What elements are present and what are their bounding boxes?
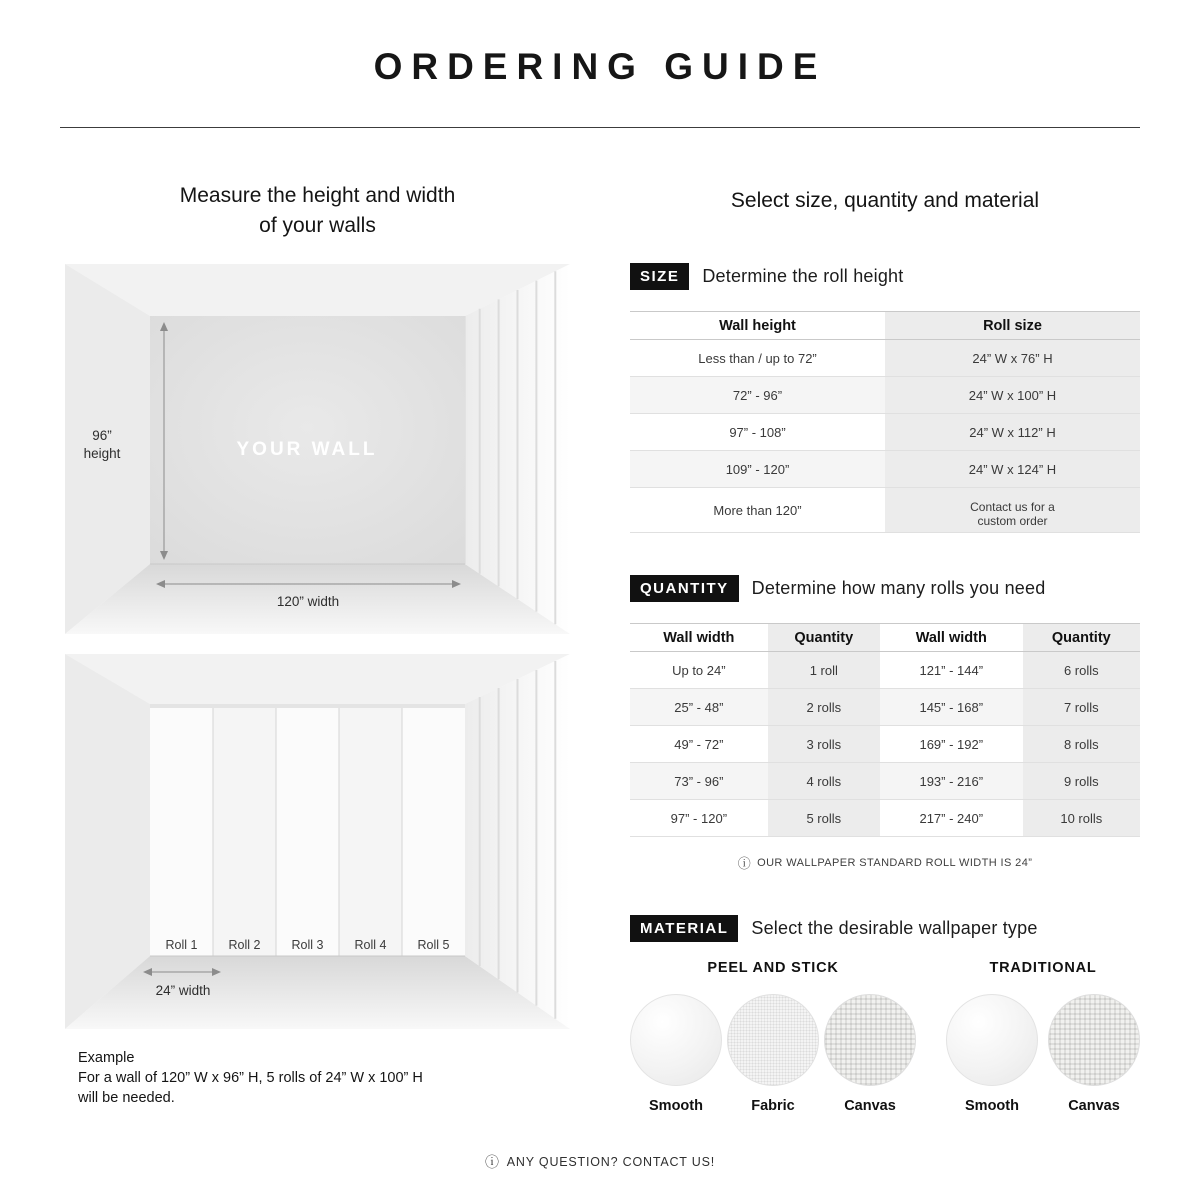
quantity-subtitle: Determine how many rolls you need [751, 578, 1046, 598]
size-table-row [630, 340, 1140, 377]
quantity-cell: 5 rolls [768, 800, 880, 836]
height-value-label: 96” [92, 428, 112, 443]
quantity-cell: 1 roll [768, 652, 880, 688]
quantity-cell: 7 rolls [1023, 689, 1140, 725]
smooth-texture-swatch [630, 994, 722, 1086]
quantity-section-head [630, 575, 1140, 602]
quantity-table [630, 623, 1140, 837]
your-wall-label: YOUR WALL [236, 439, 378, 460]
quantity-cell: 2 rolls [768, 689, 880, 725]
wall-width-cell: 73” - 96” [630, 763, 768, 799]
wall-width-cell: 49” - 72” [674, 736, 724, 752]
material-badge: MATERIAL [630, 915, 738, 942]
wall-height-cell: Less than / up to 72” [698, 350, 817, 366]
room2-svg [65, 654, 570, 1029]
width-value-label: 120” width [276, 594, 340, 609]
swatch-canvas [1048, 994, 1140, 1114]
quantity-table-row [630, 689, 1140, 726]
title-divider [60, 127, 1140, 128]
swatch-label: Canvas [1068, 1098, 1120, 1114]
quantity-cell: 4 rolls [768, 763, 880, 799]
swatch-canvas [824, 994, 916, 1114]
swatch-label: Canvas [844, 1098, 896, 1114]
roll-size-cell: 24” W x 76” H [885, 340, 1140, 376]
swatch-smooth [630, 994, 722, 1114]
roll-size-cell [885, 488, 1140, 532]
roll-1-label: Roll 1 [165, 938, 198, 952]
custom-order-text: Contact us for a custom order [970, 500, 1055, 528]
wall-width-cell: 97” - 120” [670, 810, 728, 826]
quantity-table-row [630, 726, 1140, 763]
room-illustration-rolls [65, 654, 570, 1034]
page-title: ORDERING GUIDE [373, 46, 827, 87]
roll-3-label: Roll 3 [291, 938, 324, 952]
wall-width-cell: 121” - 144” [919, 662, 984, 678]
roll-panel-2 [213, 708, 276, 956]
example-line2: will be needed. [78, 1090, 175, 1106]
material-group-title: TRADITIONAL [989, 960, 1097, 976]
size-badge: SIZE [630, 263, 689, 290]
info-icon: ⓘ [737, 856, 752, 871]
wall-height-cell: More than 120” [713, 502, 802, 518]
swatch-label: Fabric [751, 1098, 795, 1114]
material-group-peel-and-stick [630, 960, 916, 1114]
material-groups [630, 960, 1140, 1114]
quantity-cell: 10 rolls [1023, 800, 1140, 836]
material-subtitle: Select the desirable wallpaper type [751, 918, 1038, 938]
material-section [630, 915, 1140, 1114]
size-table-header [630, 312, 1140, 340]
material-section-head [630, 915, 1140, 942]
example-line1: For a wall of 120” W x 96” H, 5 rolls of 24” W x 100” H [78, 1070, 423, 1086]
wall-width-cell: 217” - 240” [919, 810, 984, 826]
smooth-texture-swatch [946, 994, 1038, 1086]
measure-walls-heading-line1: Measure the height and width [179, 184, 456, 207]
swatch-row [946, 994, 1140, 1114]
quantity-section [630, 575, 1140, 872]
quantity-cell: 9 rolls [1023, 763, 1140, 799]
size-section-head [630, 263, 1140, 290]
material-group-title: PEEL AND STICK [707, 960, 839, 976]
roll-width-label: 24” width [155, 983, 211, 998]
wall-width-cell: 169” - 192” [919, 736, 984, 752]
roll-5-label: Roll 5 [417, 938, 450, 952]
measure-walls-heading [65, 181, 570, 241]
quantity-table-header [630, 624, 1140, 652]
roll-4-label: Roll 4 [354, 938, 387, 952]
height-word-label: height [83, 446, 121, 461]
quantity-cell: 6 rolls [1023, 652, 1140, 688]
roll-width-note [630, 853, 1140, 872]
select-options-heading: Select size, quantity and material [730, 189, 1040, 212]
footer-contact-text: ANY QUESTION? CONTACT US! [506, 1155, 716, 1169]
wall-height-cell: 97” - 108” [729, 424, 786, 440]
example-text [78, 1048, 568, 1108]
swatch-row [630, 994, 916, 1114]
quantity-table-row [630, 800, 1140, 837]
quantity-cell: 3 rolls [768, 726, 880, 762]
size-table-row [630, 377, 1140, 414]
roll-size-cell: 24” W x 124” H [885, 451, 1140, 487]
column-header-quantity-2: Quantity [1023, 624, 1140, 651]
roll-size-cell: 24” W x 112” H [885, 414, 1140, 450]
material-group-traditional [946, 960, 1140, 1114]
wall-width-cell: 25” - 48” [630, 689, 768, 725]
roll-panels-surface [150, 708, 465, 956]
wall-width-cell: 145” - 168” [880, 689, 1023, 725]
size-subtitle: Determine the roll height [702, 266, 904, 286]
quantity-cell: 8 rolls [1023, 726, 1140, 762]
column-header-roll-size: Roll size [885, 312, 1140, 339]
info-icon: ⓘ [484, 1154, 500, 1170]
fabric-texture-swatch [727, 994, 819, 1086]
footer-contact [0, 1152, 1200, 1172]
measure-walls-heading-line2: of your walls [259, 214, 376, 237]
column-header-wall-width-1: Wall width [630, 624, 768, 651]
size-section [630, 263, 1140, 533]
roll-size-cell: 24” W x 100” H [885, 377, 1140, 413]
wall-width-cell: 193” - 216” [880, 763, 1023, 799]
quantity-table-row [630, 652, 1140, 689]
size-table-row [630, 488, 1140, 533]
swatch-fabric [727, 994, 819, 1114]
column-header-wall-width-2: Wall width [880, 624, 1023, 651]
canvas-texture-swatch [824, 994, 916, 1086]
canvas-texture-swatch [1048, 994, 1140, 1086]
column-header-wall-height: Wall height [630, 312, 885, 339]
wall-height-cell: 109” - 120” [630, 451, 885, 487]
roll-panel-4 [339, 708, 402, 956]
room1-svg [65, 264, 570, 634]
quantity-badge: QUANTITY [630, 575, 739, 602]
swatch-smooth [946, 994, 1038, 1114]
size-table-row [630, 451, 1140, 488]
swatch-label: Smooth [649, 1098, 703, 1114]
roll-2-label: Roll 2 [228, 938, 261, 952]
quantity-table-row [630, 763, 1140, 800]
wall-width-cell: Up to 24” [672, 662, 726, 678]
example-title: Example [78, 1050, 135, 1066]
room-illustration-measured-wall [65, 264, 570, 639]
roll-width-note-text: OUR WALLPAPER STANDARD ROLL WIDTH IS 24” [757, 856, 1033, 869]
swatch-label: Smooth [965, 1098, 1019, 1114]
column-header-quantity-1: Quantity [768, 624, 880, 651]
wall-height-cell: 72” - 96” [630, 377, 885, 413]
size-table-row [630, 414, 1140, 451]
size-table [630, 311, 1140, 533]
